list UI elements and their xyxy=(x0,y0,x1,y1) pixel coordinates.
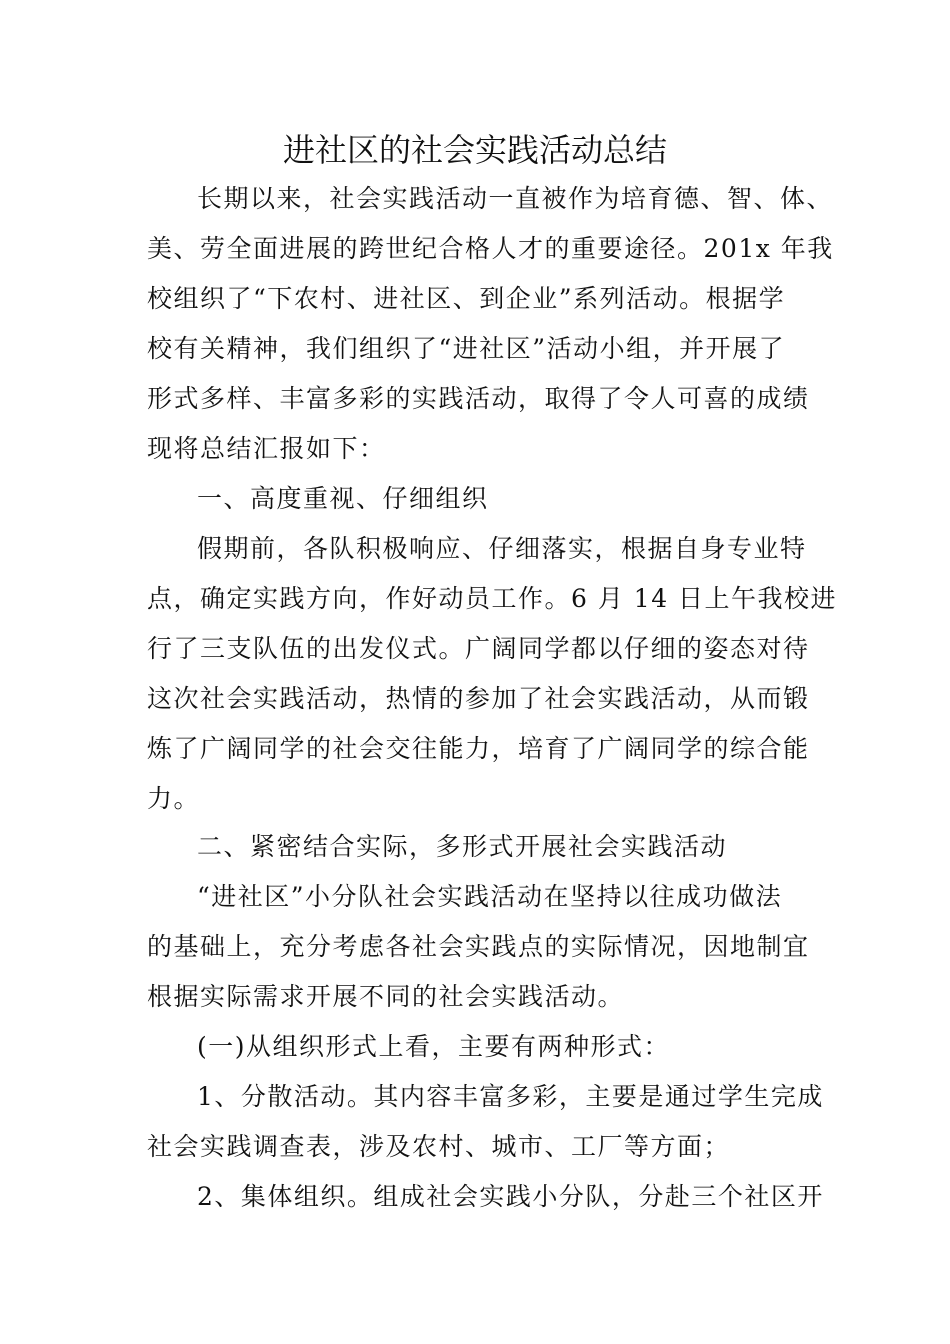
paragraph-line: 这次社会实践活动，热情的参加了社会实践活动，从而锻 xyxy=(147,684,810,713)
paragraph-line: 长期以来，社会实践活动一直被作为培育德、智、体、 xyxy=(197,184,834,213)
paragraph-line: 形式多样、丰富多彩的实践活动，取得了令人可喜的成绩 xyxy=(147,384,810,413)
paragraph-line: 力。 xyxy=(147,784,201,813)
subsection-heading: (一)从组织形式上看，主要有两种形式： xyxy=(197,1032,671,1061)
paragraph-line: 校有关精神，我们组织了“进社区”活动小组，并开展了 xyxy=(147,334,786,363)
paragraph-line: 社会实践调查表，涉及农村、城市、工厂等方面； xyxy=(147,1132,731,1161)
paragraph-line: 的基础上，充分考虑各社会实践点的实际情况，因地制宜 xyxy=(147,932,810,961)
section-heading: 二、紧密结合实际，多形式开展社会实践活动 xyxy=(197,832,728,861)
paragraph-line: 美、劳全面进展的跨世纪合格人才的重要途径。201x 年我 xyxy=(147,234,834,263)
paragraph-line: 行了三支队伍的出发仪式。广阔同学都以仔细的姿态对待 xyxy=(147,634,810,663)
paragraph-line: 1、分散活动。其内容丰富多彩，主要是通过学生完成 xyxy=(197,1082,824,1111)
paragraph-line: 现将总结汇报如下： xyxy=(147,434,386,463)
paragraph-line: 校组织了“下农村、进社区、到企业”系列活动。根据学 xyxy=(147,284,786,313)
paragraph-line: 假期前，各队积极响应、仔细落实，根据自身专业特 xyxy=(197,534,807,563)
paragraph-line: 2、集体组织。组成社会实践小分队，分赴三个社区开 xyxy=(197,1182,824,1211)
paragraph-line: 炼了广阔同学的社会交往能力，培育了广阔同学的综合能 xyxy=(147,734,810,763)
paragraph-line: 点，确定实践方向，作好动员工作。6 月 14 日上午我校进 xyxy=(147,584,838,613)
paragraph-line: 根据实际需求开展不同的社会实践活动。 xyxy=(147,982,625,1011)
document-title: 进社区的社会实践活动总结 xyxy=(282,131,667,169)
paragraph-line: “进社区”小分队社会实践活动在坚持以往成功做法 xyxy=(197,882,783,911)
section-heading: 一、高度重视、仔细组织 xyxy=(197,484,489,513)
